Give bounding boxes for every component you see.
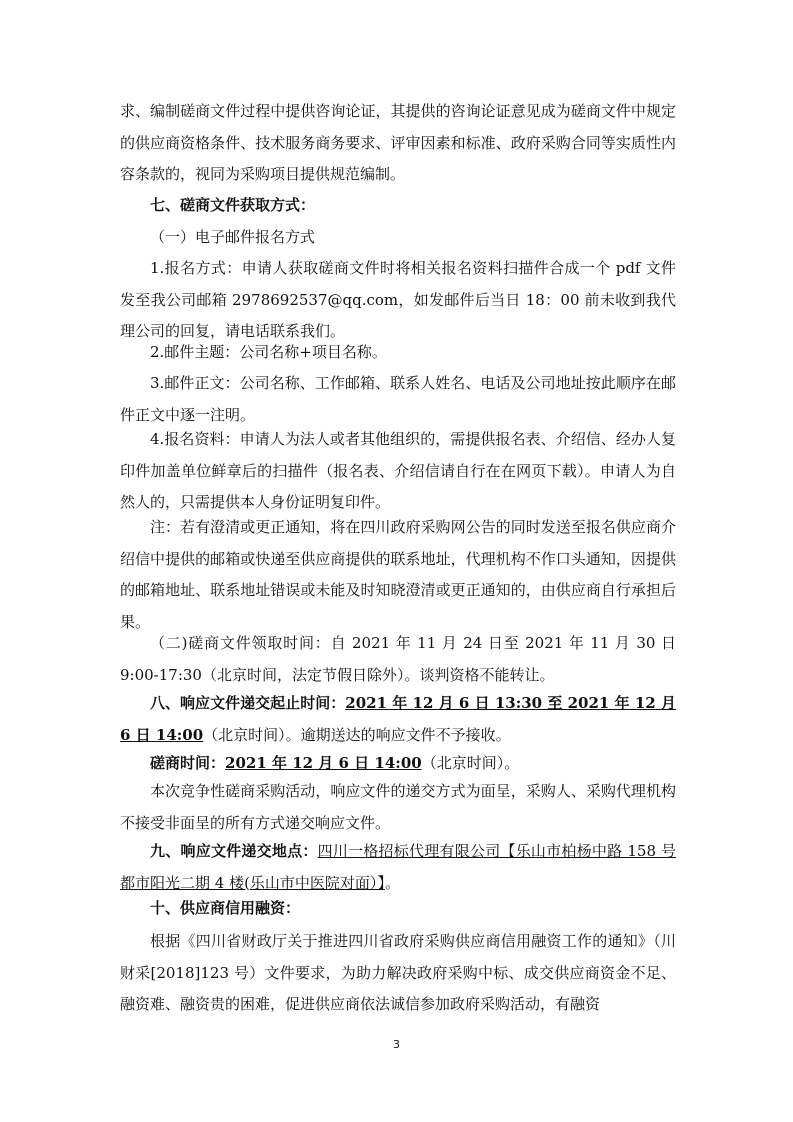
paragraph-registration-materials: 4.报名资料：申请人为法人或者其他组织的，需提供报名表、介绍信、经办人复印件加盖单位鲜章后的扫描件（报名表、介绍信请自行在在网页下载）。申请人为自然人的，只需提供本人身份证明复印件。 bbox=[120, 430, 676, 511]
section-heading-7: 七、磋商文件获取方式： bbox=[150, 196, 316, 214]
submission-location-rest: 。 bbox=[384, 873, 400, 892]
section-heading-10: 十、供应商信用融资： bbox=[150, 899, 301, 917]
page-number: 3 bbox=[393, 1038, 400, 1051]
negotiation-time-value: 2021 年 12 月 6 日 14:00 bbox=[225, 754, 422, 772]
paragraph-response-submission-time bbox=[120, 688, 676, 751]
paragraph-qualification-note: 求、编制磋商文件过程中提供咨询论证，其提供的咨询论证意见成为磋商文件中规定的供应商资格条件、技术服务商务要求、评审因素和标准、政府采购合同等实质性内容条款的，视同为采购项目提供规范编制。 bbox=[120, 102, 676, 183]
paragraph-email-subject: 2.邮件主题：公司名称+项目名称。 bbox=[150, 343, 387, 361]
section-heading-8: 八、响应文件递交起止时间： bbox=[150, 694, 346, 712]
paragraph-credit-financing: 根据《四川省财政厅关于推进四川省政府采购供应商信用融资工作的通知》（川财采[2018]123 号）文件要求，为助力解决政府采购中标、成交供应商资金不足、融资难、融资贵的困难，促进供应商依法诚信参加政府采购活动，有融资 bbox=[120, 932, 676, 1013]
paragraph-document-collection-time: （二)磋商文件领取时间：自 2021 年 11 月 24 日至 2021 年 11 月 30 日 9:00-17:30（北京时间，法定节假日除外）。谈判资格不能转让。 bbox=[120, 634, 676, 684]
submission-location-value: 四川一格招标代理有限公司【乐山市柏杨中路 158 号都市阳光二期 4 楼(乐山市中医院对面）】 bbox=[120, 842, 676, 892]
submission-time-value: 2021 年 12 月 6 日 13:30 至 2021 年 12 月 6 日 14:00 bbox=[120, 694, 676, 744]
paragraph-submission-method: 本次竞争性磋商采购活动，响应文件的递交方式为面呈，采购人、采购代理机构不接受非面呈的所有方式递交响应文件。 bbox=[120, 782, 676, 832]
paragraph-submission-location bbox=[120, 836, 676, 899]
paragraph-clarification-note: 注：若有澄清或更正通知，将在四川政府采购网公告的同时发送至报名供应商介绍信中提供的邮箱或快递至供应商提供的联系地址，代理机构不作口头通知，因提供的邮箱地址、联系地址错误或未能及时知晓澄清或更正通知的，由供应商自行承担后果。 bbox=[120, 518, 676, 631]
paragraph-email-body: 3.邮件正文：公司名称、工作邮箱、联系人姓名、电话及公司地址按此顺序在邮件正文中逐一注明。 bbox=[120, 374, 676, 424]
submission-time-rest: （北京时间）。逾期送达的响应文件不予接收。 bbox=[203, 725, 511, 744]
section-heading-9: 九、响应文件递交地点： bbox=[150, 842, 318, 860]
paragraph-negotiation-time bbox=[120, 748, 676, 780]
subsection-email-registration: （一）电子邮件报名方式 bbox=[150, 228, 316, 246]
paragraph-registration-method: 1.报名方式：申请人获取磋商文件时将相关报名资料扫描件合成一个 pdf 文件发至我公司邮箱 2978692537@qq.com，如发邮件后当日 18：00 前未收到我代理公司的回复，请电话联系我们。 bbox=[120, 259, 676, 340]
negotiation-time-label: 磋商时间： bbox=[150, 754, 226, 772]
negotiation-time-rest: （北京时间）。 bbox=[421, 754, 520, 772]
